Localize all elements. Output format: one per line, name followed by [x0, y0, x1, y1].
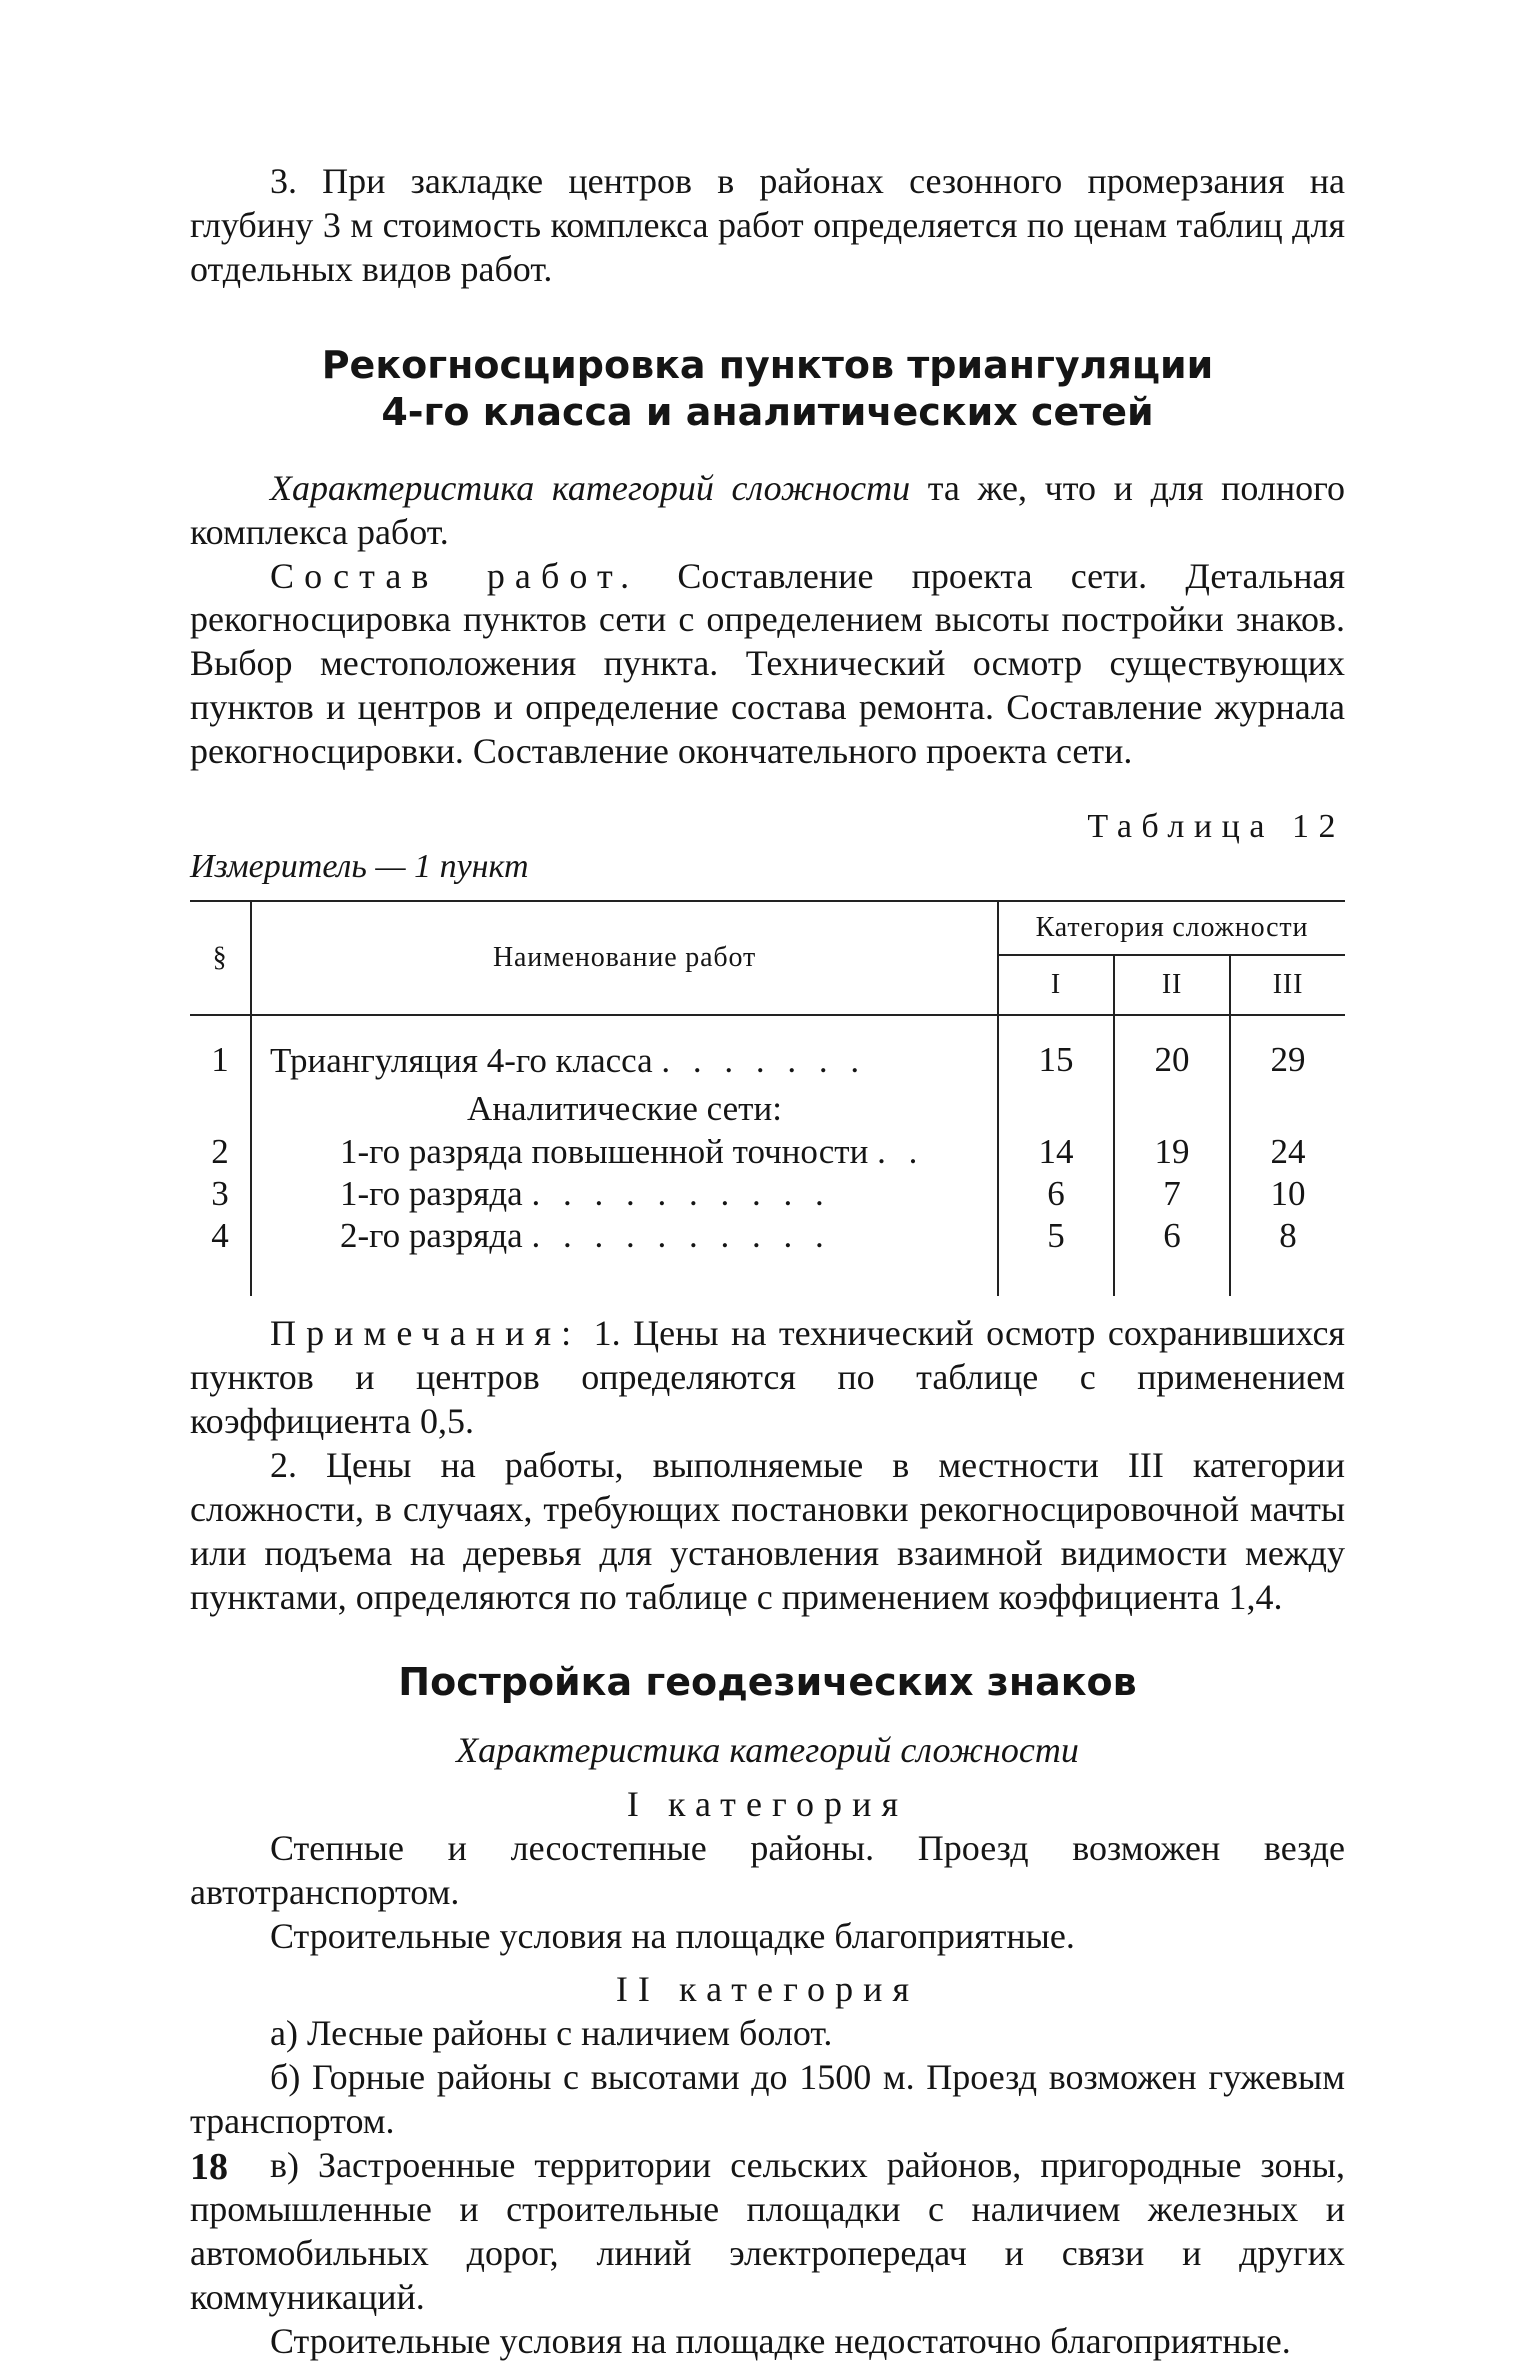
composition-text: Составление проекта сети. Детальная рекогносцировка пунктов сети с определением высоты постройки знаков. Выбор местоположения пункта. Технический осмотр существующих пунктов и центров и определение состава ремонта. Составление журнала рекогносцировки. Составление окончательного проекта сети.	[190, 555, 1346, 772]
table-measure: Измеритель — 1 пункт	[190, 848, 529, 886]
category-2-item-b: б) Горные районы с высотами до 1500 м. Проезд возможен гужевым транспортом.	[190, 2057, 1345, 2142]
composition-label: Состав работ.	[270, 555, 640, 596]
section-rekognoscirovka	[190, 342, 1345, 774]
section-title-line2: 4-го класса и аналитических сетей	[381, 390, 1154, 435]
characteristics-paragraph	[190, 467, 1345, 555]
category-1-text: Степные и лесостепные районы. Проезд возможен везде автотранспортом.	[190, 1827, 1345, 1912]
table-row: 3 1-го разряда . . . . . . . . . . 6 7 10	[190, 1173, 1345, 1215]
intro-paragraph: 3. При закладке центров в районах сезонного промерзания на глубину 3 м стоимость комплекса работ определяется по ценам таблиц для отдельных видов работ.	[190, 161, 1345, 289]
table-row: 4 2-го разряда . . . . . . . . . . 5 6 8	[190, 1215, 1345, 1296]
note-1: Примечания: 1. Цены на технический осмотр сохранившихся пунктов и центров определяются по таблице с применением коэффициента 0,5.	[190, 1313, 1345, 1441]
note-2: 2. Цены на работы, выполняемые в местности III категории сложности, в случаях, требующих постановки рекогносцировочной мачты или подъема на деревья для установления взаимной видимости между пунктами, определяются по таблице с применением коэффициента 1,4.	[190, 1444, 1345, 1617]
col-section-header: §	[190, 901, 251, 1015]
table-group-row: Аналитические сети:	[190, 1081, 1345, 1131]
composition-paragraph	[190, 555, 1345, 775]
cat-header-2: II	[1114, 955, 1230, 1015]
section2-title: Постройка геодезических знаков	[398, 1660, 1137, 1705]
col-category-header: Категория сложности	[998, 901, 1345, 955]
category-2-item-a: а) Лесные районы с наличием болот.	[270, 2013, 833, 2054]
notes-label: Примечания:	[270, 1313, 582, 1354]
table-label: Таблица 12	[1087, 808, 1345, 846]
col-name-header: Наименование работ	[251, 901, 998, 1015]
table-row: 2 1-го разряда повышенной точности . . 14 19 24	[190, 1131, 1345, 1173]
table-12-block	[190, 808, 1345, 1296]
category-2-conditions: Строительные условия на площадке недостаточно благоприятные.	[270, 2320, 1291, 2361]
section2-subtitle: Характеристика категорий сложности	[456, 1729, 1079, 1770]
page-number: 18	[190, 2146, 228, 2188]
section-title-line1: Рекогносцировка пунктов триангуляции	[321, 342, 1214, 387]
characteristics-label: Характеристика категорий сложности	[270, 467, 911, 508]
table-row: 1 Триангуляция 4-го класса . . . . . . . 15 20 29	[190, 1015, 1345, 1081]
category-1-conditions: Строительные условия на площадке благоприятные.	[270, 1915, 1075, 1956]
characteristics-text: та же, что и для полного комплекса работ.	[190, 467, 1345, 552]
table-caption-row	[190, 808, 1345, 886]
works-table	[190, 900, 1345, 1296]
category-1-title: I категория	[626, 1783, 909, 1824]
table-notes	[190, 1312, 1345, 1619]
cat-header-3: III	[1230, 955, 1345, 1015]
section-postroyka	[190, 1659, 1345, 2363]
cat-header-1: I	[998, 955, 1114, 1015]
category-2-title: II категория	[615, 1969, 920, 2010]
category-2-item-c: в) Застроенные территории сельских районов, пригородные зоны, промышленные и строительные площадки с наличием железных и автомобильных дорог, линий электропередач и связи и других коммуникаций.	[190, 2145, 1345, 2317]
